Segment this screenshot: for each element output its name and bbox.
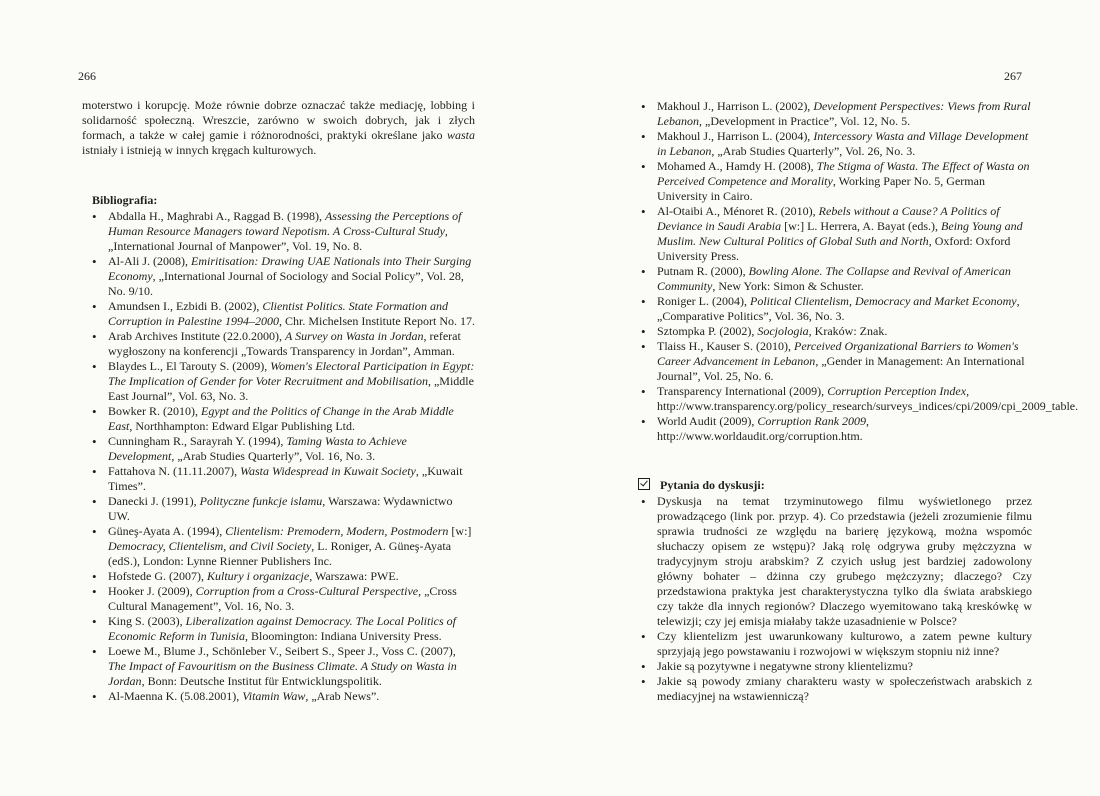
page-number-left: 266 xyxy=(78,69,96,83)
entry-author: Mohamed A., Hamdy H. (2008), xyxy=(657,159,817,173)
entry-details: , „Arab Studies Quarterly”, Vol. 26, No. 3. xyxy=(711,144,916,158)
entry-details: , Working Paper No. 5, German University in Cairo. xyxy=(657,174,985,203)
bibliography-entry xyxy=(639,159,1032,204)
entry-title: Socjologia xyxy=(757,324,809,338)
entry-title: Taming Wasta to Achieve Development xyxy=(108,434,407,463)
entry-details-secondary: , Oxford: Oxford University Press. xyxy=(657,234,1011,263)
entry-author: Amundsen I., Ezbidi B. (2002), xyxy=(108,299,263,313)
entry-author: King S. (2003), xyxy=(108,614,186,628)
bibliography-entry xyxy=(90,299,475,329)
entry-title: Clientelism: Premodern, Modern, Postmodern xyxy=(225,524,449,538)
bibliography-entry xyxy=(90,689,475,704)
questions-heading xyxy=(638,478,1030,493)
entry-author: Sztompka P. (2002), xyxy=(657,324,758,338)
entry-title: Intercessory Wasta and Village Development in Lebanon xyxy=(657,129,1029,158)
bibliography-entry xyxy=(90,494,475,524)
bibliography-entry xyxy=(90,644,475,689)
entry-details: , http://www.worldaudit.org/corruption.htm. xyxy=(657,414,870,443)
bibliography-entry xyxy=(639,264,1032,294)
entry-details: , referat wygłoszony na konferencji „Towards Transparency in Jordan”, Amman. xyxy=(108,329,461,358)
intro-text-italic: wasta xyxy=(446,128,475,142)
bibliography-entry xyxy=(90,464,475,494)
entry-title: Assessing the Perceptions of Human Resource Managers toward Nepotism. A Cross-Cultural Study xyxy=(108,209,462,238)
entry-details: [w:] xyxy=(448,524,472,538)
entry-title: Vitamin Waw xyxy=(242,689,306,703)
entry-title: A Survey on Wasta in Jordan xyxy=(284,329,424,343)
question-item: • Jakie są pozytywne i negatywne strony klientelizmu? xyxy=(639,659,1032,674)
bibliography-entry xyxy=(90,404,475,434)
entry-details: , „Gender in Management: An International Journal”, Vol. 25, No. 6. xyxy=(657,354,1025,383)
questions-heading-text: Pytania do dyskusji: xyxy=(660,478,765,492)
entry-details: , Chr. Michelsen Institute Report No. 17. xyxy=(279,314,475,328)
entry-title: Women's Electoral Participation in Egypt: The Implication of Gender for Voter Recruitment and Mobilisation xyxy=(108,359,475,388)
entry-title-secondary: Democracy, Clientelism, and Civil Society xyxy=(108,539,312,553)
bibliography-entry xyxy=(639,294,1032,324)
entry-details: , „Development in Practice”, Vol. 12, No. 5. xyxy=(699,114,911,128)
entry-author: Abdalla H., Maghrabi A., Raggad B. (1998), xyxy=(108,209,325,223)
entry-details: [w:] L. Herrera, A. Bayat (eds.), xyxy=(781,219,942,233)
bibliography-entry xyxy=(639,99,1032,129)
questions-list xyxy=(639,494,1032,704)
bibliography-entry xyxy=(639,414,1032,444)
question-item: • Dyskusja na temat trzyminutowego filmu wyświetlonego przez prowadzącego (link por. przyp. 4). Co przedstawia (jeżeli zrozumienie filmu sprawia trudności ze względu na barierę językową, można wspomóc słuchaczy opisem ze wstępu)? Jaką rolę odgrywa gruby mężczyzna w tradycyjnym stroju arabskim? Z czyich usług jest bardziej zadowolony główny bohater – dżinna czy grubego mężczyzny; dlaczego? Czy przedstawiona praktyka jest charakterystyczna tylko dla świata arabskiego czy także dla innych regionów? Dlaczego wyemitowano taką kreskówkę w telewizji; czy jej emisja miałaby także uzasadnienie w Polsce? xyxy=(639,494,1032,629)
entry-details: , „Arab Studies Quarterly”, Vol. 16, No. 3. xyxy=(171,449,376,463)
entry-title: Development Perspectives: Views from Rural Lebanon xyxy=(657,99,1031,128)
bibliography-entry xyxy=(90,524,475,569)
bibliography-entry xyxy=(90,209,475,254)
bibliography-entry xyxy=(90,329,475,359)
entry-details: , Warszawa: PWE. xyxy=(309,569,399,583)
entry-title: Bowling Alone. The Collapse and Revival of American Community xyxy=(657,264,1011,293)
bibliography-entry xyxy=(90,569,475,584)
bibliography-entry xyxy=(639,324,1032,339)
entry-title: Corruption from a Cross-Cultural Perspective xyxy=(195,584,419,598)
entry-details: , Warszawa: Wydawnictwo UW. xyxy=(108,494,453,523)
entry-details: , Bonn: Deutsche Institut für Entwicklungspolitik. xyxy=(141,674,382,688)
entry-title: Clientist Politics. State Formation and Corruption in Palestine 1994–2000 xyxy=(108,299,448,328)
entry-title: Perceived Organizational Barriers to Women's Career Advancement in Lebanon xyxy=(657,339,1019,368)
bibliography-list-left xyxy=(90,209,475,704)
entry-details: , Kraków: Znak. xyxy=(808,324,888,338)
entry-details: , „Kuwait Times”. xyxy=(108,464,463,493)
entry-title: The Stigma of Wasta. The Effect of Wasta on Perceived Competence and Morality xyxy=(657,159,1030,188)
entry-details: , Bloomington: Indiana University Press. xyxy=(245,629,442,643)
entry-author: Hofstede G. (2007), xyxy=(108,569,207,583)
entry-details: , „Comparative Politics”, Vol. 36, No. 3. xyxy=(657,294,1020,323)
entry-title: The Impact of Favouritism on the Business Climate. A Study on Wasta in Jordan xyxy=(108,659,457,688)
entry-author: Al-Otaibi A., Ménoret R. (2010), xyxy=(657,204,819,218)
bibliography-entry xyxy=(90,584,475,614)
right-page xyxy=(550,0,1100,796)
entry-author: Makhoul J., Harrison L. (2002), xyxy=(657,99,814,113)
entry-author: Arab Archives Institute (22.0.2000), xyxy=(108,329,285,343)
entry-author: Al-Maenna K. (5.08.2001), xyxy=(108,689,243,703)
bibliography-entry xyxy=(639,384,1079,414)
entry-author: Makhoul J., Harrison L. (2004), xyxy=(657,129,814,143)
entry-author: Güneş-Ayata A. (1994), xyxy=(108,524,226,538)
entry-details: , http://www.transparency.org/policy_research/surveys_indices/cpi/2009/cpi_2009_table. xyxy=(657,384,1079,413)
bibliography-entry xyxy=(90,359,475,404)
entry-title: Corruption Perception Index xyxy=(827,384,967,398)
bibliography-entry xyxy=(639,339,1032,384)
entry-author: Al-Ali J. (2008), xyxy=(108,254,191,268)
entry-title: Emiritisation: Drawing UAE Nationals into Their Surging Economy xyxy=(108,254,472,283)
entry-author: Blaydes L., El Tarouty S. (2009), xyxy=(108,359,271,373)
entry-author: Tlaiss H., Kauser S. (2010), xyxy=(657,339,794,353)
entry-title: Egypt and the Politics of Change in the Arab Middle East xyxy=(108,404,454,433)
question-item: • Jakie są powody zmiany charakteru wasty w społeczeństwach arabskich z mediacyjnej na wstawienniczą? xyxy=(639,674,1032,704)
page-number-right: 267 xyxy=(1004,69,1022,83)
question-item: • Czy klientelizm jest uwarunkowany kulturowo, a zatem pewne kultury sprzyjają jego powstawaniu i rozwojowi w większym stopniu niż inne? xyxy=(639,629,1032,659)
entry-details: , Northhampton: Edward Elgar Publishing Ltd. xyxy=(129,419,355,433)
intro-text-start: moterstwo i korupcję. Może równie dobrze oznaczać także mediację, lobbing i solidarność społeczną. Wreszcie, zarówno w swoich dobrych, jak i złych formach, a także w całej gamie i różnorodności, praktyki określane jako xyxy=(82,98,475,142)
entry-author: Hooker J. (2009), xyxy=(108,584,196,598)
entry-title: Liberalization against Democracy. The Local Politics of Economic Reform in Tunisia xyxy=(108,614,456,643)
entry-author: Fattahova N. (11.11.2007), xyxy=(108,464,241,478)
entry-title: Kultury i organizacje xyxy=(206,569,310,583)
entry-title: Polityczne funkcje islamu xyxy=(199,494,323,508)
checkbox-checked-icon xyxy=(638,478,650,490)
entry-details: , „Cross Cultural Management”, Vol. 16, No. 3. xyxy=(108,584,457,613)
entry-details: , „Arab News”. xyxy=(305,689,380,703)
bibliography-entry xyxy=(90,614,475,644)
bibliography-entry xyxy=(639,129,1032,159)
entry-title: Corruption Rank 2009 xyxy=(757,414,867,428)
bibliography-entry xyxy=(90,254,475,299)
entry-author: Transparency International (2009), xyxy=(657,384,828,398)
intro-paragraph xyxy=(82,98,475,158)
entry-title: Political Clientelism, Democracy and Market Economy xyxy=(749,294,1017,308)
bibliography-entry xyxy=(639,204,1032,264)
entry-details: , „International Journal of Manpower”, Vol. 19, No. 8. xyxy=(108,224,448,253)
entry-author: World Audit (2009), xyxy=(657,414,758,428)
entry-title: Rebels without a Cause? A Politics of Deviance in Saudi Arabia xyxy=(657,204,1000,233)
entry-author: Danecki J. (1991), xyxy=(108,494,200,508)
bibliography-heading: Bibliografia: xyxy=(92,193,158,207)
bibliography-entry xyxy=(90,434,475,464)
entry-title: Wasta Widespread in Kuwait Society xyxy=(240,464,416,478)
entry-author: Loewe M., Blume J., Schönleber V., Seibert S., Speer J., Voss C. (2007), xyxy=(108,644,456,658)
bibliography-list-right xyxy=(639,99,1079,444)
intro-text-end: istniały i istnieją w innych kręgach kulturowych. xyxy=(82,143,317,157)
entry-details-secondary: , L. Roniger, A. Güneş-Ayata (edS.), London: Lynne Rienner Publishers Inc. xyxy=(108,539,452,568)
entry-author: Cunningham R., Sarayrah Y. (1994), xyxy=(108,434,287,448)
entry-title-secondary: Being Young and Muslim. New Cultural Politics of Global Suth and North xyxy=(657,219,1023,248)
entry-author: Roniger L. (2004), xyxy=(657,294,750,308)
entry-author: Putnam R. (2000), xyxy=(657,264,749,278)
entry-details: , „Middle East Journal”, Vol. 63, No. 3. xyxy=(108,374,474,403)
entry-author: Bowker R. (2010), xyxy=(108,404,201,418)
entry-details: , New York: Simon & Schuster. xyxy=(712,279,864,293)
entry-details: , „International Journal of Sociology and Social Policy”, Vol. 28, No. 9/10. xyxy=(108,269,464,298)
